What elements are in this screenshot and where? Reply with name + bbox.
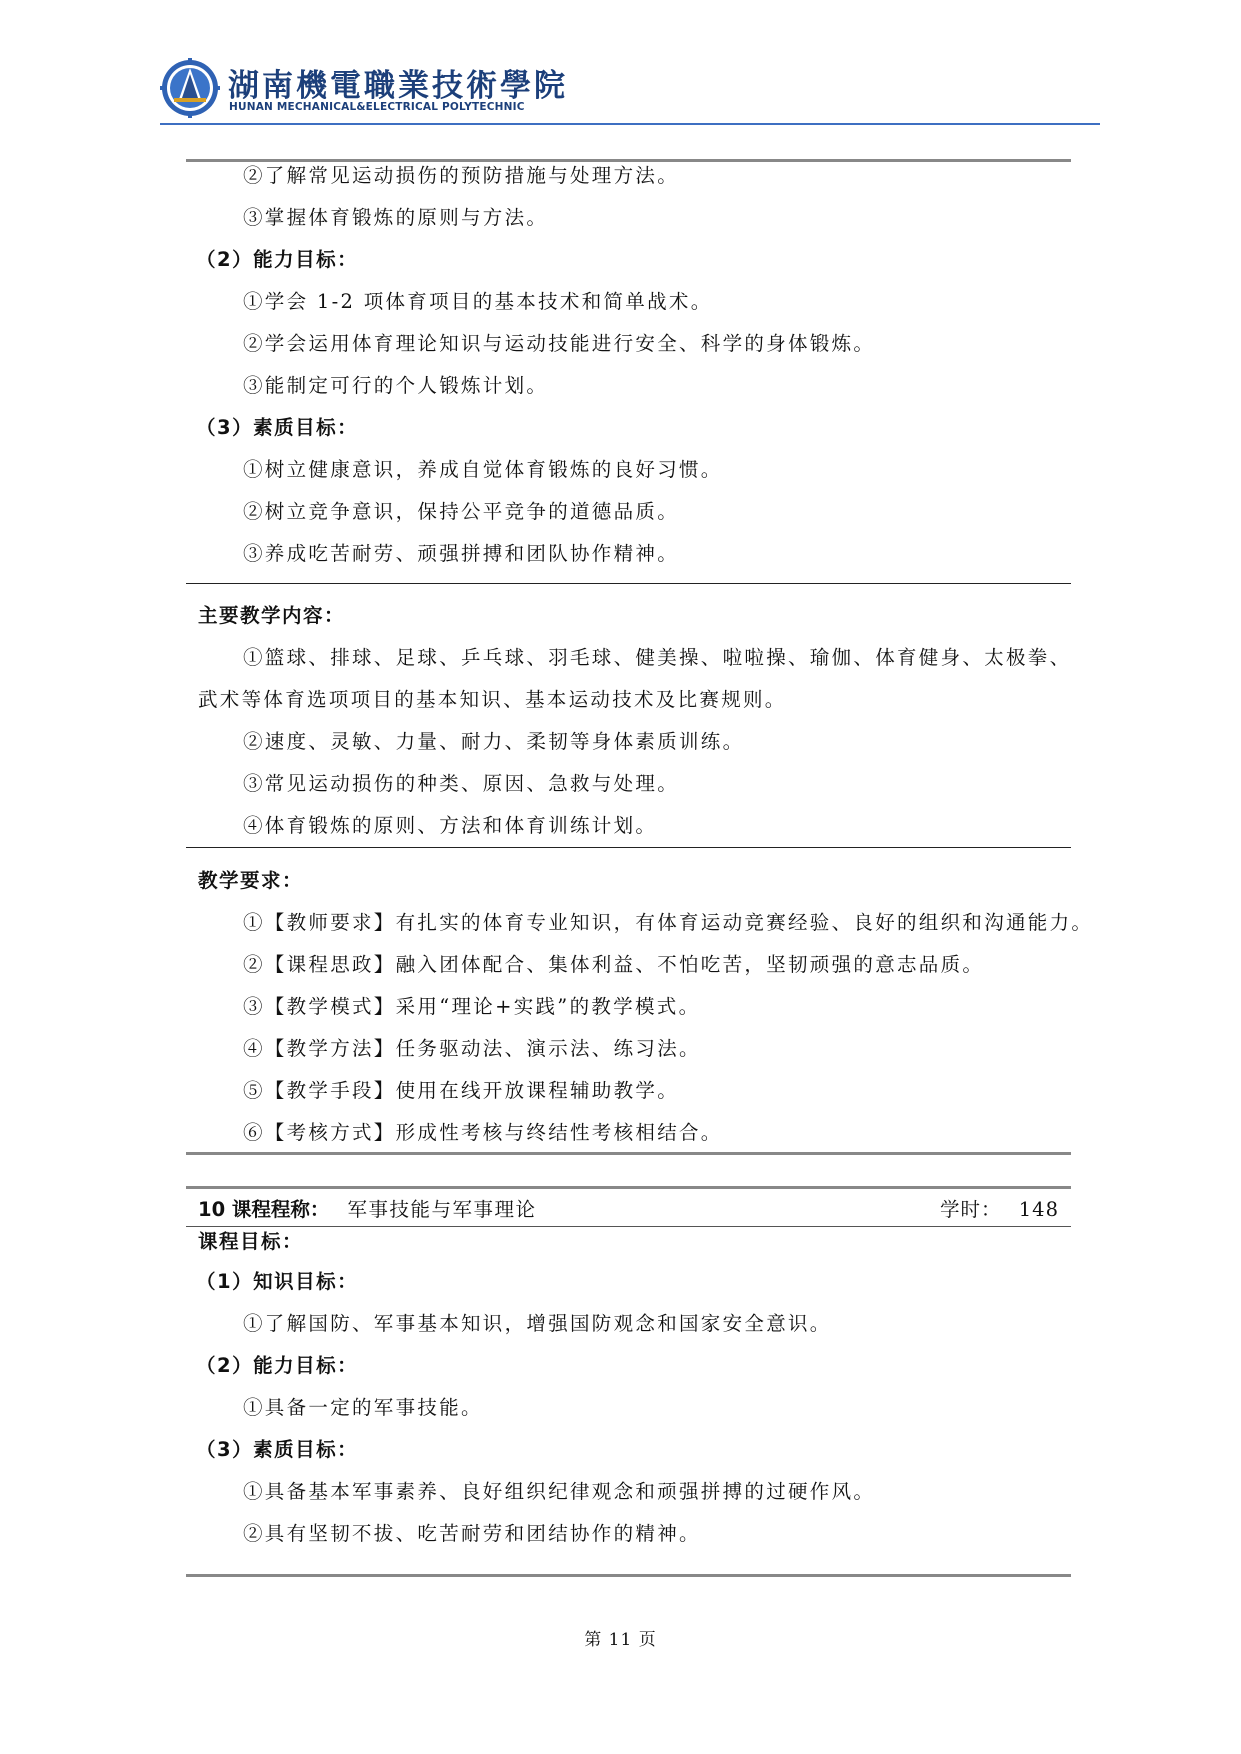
quality-goal-title: （3）素质目标： [196, 416, 359, 439]
requirement-item: ③【教学模式】采用“理论+实践”的教学模式。 [243, 995, 701, 1018]
course-label: 10 课程程称： [198, 1198, 330, 1221]
requirement-item: ②【课程思政】融入团体配合、集体利益、不怕吃苦，坚韧顽强的意志品质。 [243, 953, 985, 976]
ability-goal-title: （2）能力目标： [196, 1354, 359, 1377]
content-item: ③常见运动损伤的种类、原因、急救与处理。 [243, 772, 680, 795]
course-name: 军事技能与军事理论 [347, 1198, 537, 1221]
knowledge-item: ②了解常见运动损伤的预防措施与处理方法。 [243, 164, 680, 187]
ability-item: ③能制定可行的个人锻炼计划。 [243, 374, 549, 397]
course-header-row [186, 1193, 1071, 1227]
ability-item: ②学会运用体育理论知识与运动技能进行安全、科学的身体锻炼。 [243, 332, 876, 355]
content-item: ④体育锻炼的原则、方法和体育训练计划。 [243, 814, 658, 837]
knowledge-item: ①了解国防、军事基本知识，增强国防观念和国家安全意识。 [243, 1312, 832, 1335]
quality-goal-title: （3）素质目标： [196, 1438, 359, 1461]
section-divider [186, 847, 1071, 848]
teaching-requirements-section [186, 860, 1094, 1154]
section-divider [186, 583, 1071, 584]
quality-item: ②具有坚韧不拔、吃苦耐劳和团结协作的精神。 [243, 1522, 701, 1545]
ability-item: ①具备一定的军事技能。 [243, 1396, 483, 1419]
school-name-cn: 湖南機電職業技術學院 [228, 68, 568, 104]
table-top-rule [186, 1186, 1071, 1189]
knowledge-item: ③掌握体育锻炼的原则与方法。 [243, 206, 549, 229]
section-title: 教学要求： [198, 869, 304, 892]
requirement-item: ①【教师要求】有扎实的体育专业知识，有体育运动竞赛经验、良好的组织和沟通能力。 [243, 911, 1094, 934]
page-number: 第 11 页 [584, 1630, 657, 1650]
content-item-continuation: 武术等体育选项项目的基本知识、基本运动技术及比赛规则。 [198, 688, 787, 711]
page-header [160, 56, 1100, 126]
school-name-en: HUNAN MECHANICAL&ELECTRICAL POLYTECHNIC [229, 101, 525, 113]
quality-item: ①树立健康意识，养成自觉体育锻炼的良好习惯。 [243, 458, 723, 481]
requirement-item: ⑤【教学手段】使用在线开放课程辅助教学。 [243, 1079, 680, 1102]
content-item: ①篮球、排球、足球、乒乓球、羽毛球、健美操、啦啦操、瑜伽、体育健身、太极拳、 [243, 646, 1072, 669]
ability-item: ①学会 1-2 项体育项目的基本技术和简单战术。 [243, 290, 713, 313]
teaching-content-section [186, 595, 1071, 847]
school-emblem-icon [160, 58, 220, 118]
hours-label: 学时： [940, 1198, 1002, 1221]
ability-goal-title: （2）能力目标： [196, 248, 359, 271]
course9-goals-continued [186, 155, 1071, 575]
course10-goals [186, 1223, 1071, 1555]
content-item: ②速度、灵敏、力量、耐力、柔韧等身体素质训练。 [243, 730, 745, 753]
header-divider [160, 123, 1100, 125]
table-bottom-rule [186, 1152, 1071, 1155]
quality-item: ③养成吃苦耐劳、顽强拼搏和团队协作精神。 [243, 542, 680, 565]
quality-item: ②树立竞争意识，保持公平竞争的道德品质。 [243, 500, 680, 523]
quality-item: ①具备基本军事素养、良好组织纪律观念和顽强拼搏的过硬作风。 [243, 1480, 876, 1503]
hours-value: 148 [1018, 1198, 1059, 1221]
knowledge-goal-title: （1）知识目标： [196, 1270, 359, 1293]
section-title: 主要教学内容： [198, 604, 346, 627]
requirement-item: ④【教学方法】任务驱动法、演示法、练习法。 [243, 1037, 701, 1060]
requirement-item: ⑥【考核方式】形成性考核与终结性考核相结合。 [243, 1121, 723, 1144]
goals-title: 课程目标： [198, 1230, 304, 1253]
table-bottom-rule [186, 1574, 1071, 1577]
